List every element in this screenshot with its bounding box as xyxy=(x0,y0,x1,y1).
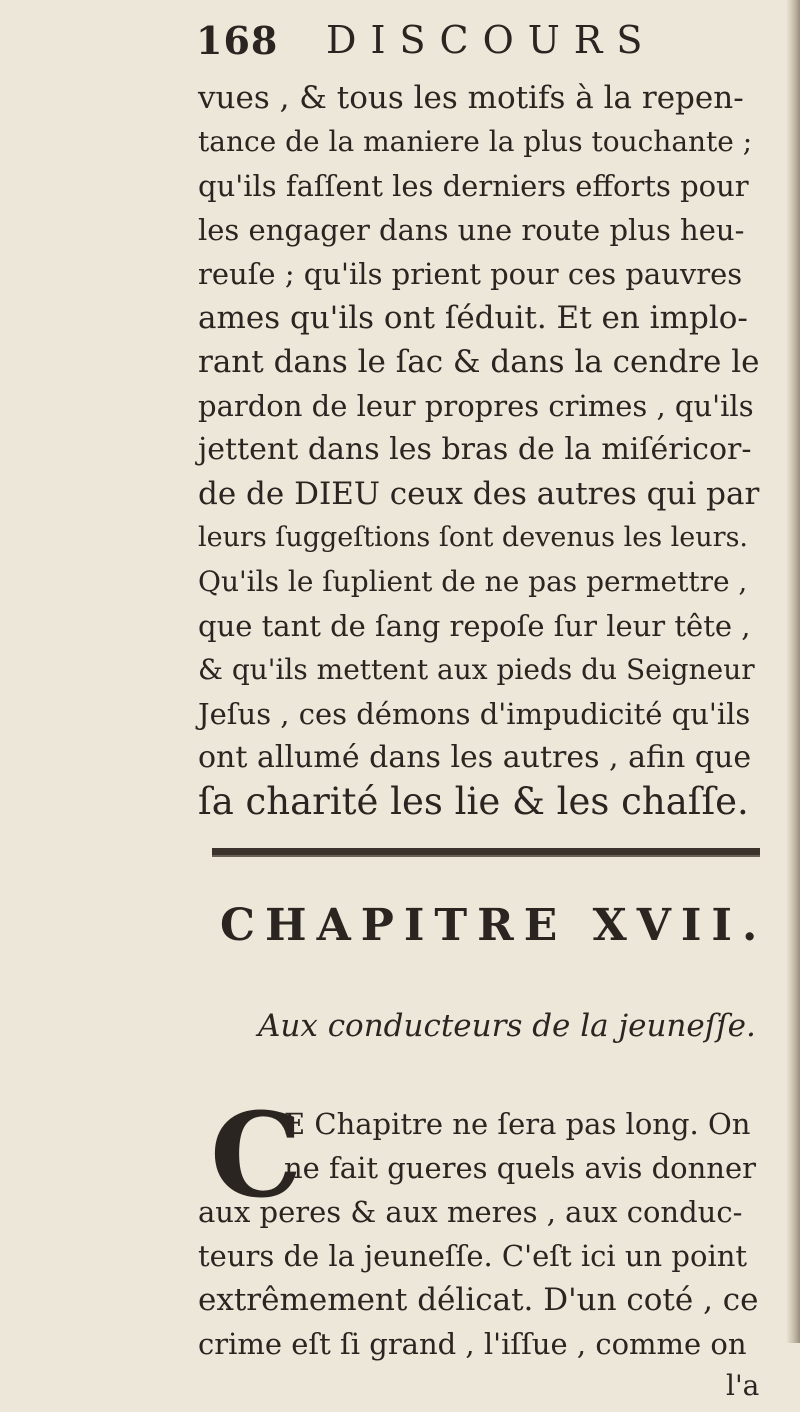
body-line: rant dans le ſac & dans la cendre le xyxy=(198,344,760,380)
body-line: pardon de leur propres crimes , qu'ils xyxy=(198,389,754,423)
page-edge xyxy=(786,0,800,1343)
paragraph-line: ne fait gueres quels avis donner xyxy=(284,1151,756,1185)
body-line: jettent dans les bras de la miſéricor- xyxy=(198,432,752,467)
paragraph-line: teurs de la jeuneſſe. C'eſt ici un point xyxy=(198,1239,748,1273)
drop-cap: C xyxy=(210,1088,303,1224)
body-line: les engager dans une route plus heu- xyxy=(198,213,745,247)
body-line: ont allumé dans les autres , afin que xyxy=(198,740,752,775)
paragraph-line: extrêmement délicat. D'un coté , ce xyxy=(198,1282,759,1318)
page-header xyxy=(196,18,756,68)
body-line: Qu'ils le ſuplient de ne pas permettre , xyxy=(198,565,748,598)
page-number: 168 xyxy=(196,18,279,63)
paragraph-line: aux peres & aux meres , aux conduc- xyxy=(198,1195,743,1229)
chapter-title: CHAPITRE XVII. xyxy=(220,900,768,951)
catchword: l'a xyxy=(726,1369,760,1402)
running-title: DISCOURS xyxy=(326,18,657,62)
body-line: ames qu'ils ont ſéduit. Et en implo- xyxy=(198,300,748,336)
body-line: que tant de ſang repoſe ſur leur tête , xyxy=(198,609,751,643)
chapter-subtitle: Aux conducteurs de la jeuneſſe. xyxy=(258,1008,756,1044)
body-line: ſa charité les lie & les chaſſe. xyxy=(198,780,749,823)
body-line: de de DIEU ceux des autres qui par xyxy=(198,476,760,512)
body-line: vues , & tous les motifs à la repen- xyxy=(198,80,744,116)
paragraph-line: E Chapitre ne ſera pas long. On xyxy=(284,1107,751,1141)
body-line: tance de la maniere la plus touchante ; xyxy=(198,125,753,158)
body-line: reuſe ; qu'ils prient pour ces pauvres xyxy=(198,257,743,291)
body-line: Jeſus , ces démons d'impudicité qu'ils xyxy=(198,697,751,731)
ornamental-rule xyxy=(212,848,760,857)
body-line: qu'ils faſſent les derniers efforts pour xyxy=(198,169,749,203)
paragraph-line: crime eſt ſi grand , l'iſſue , comme on xyxy=(198,1327,747,1361)
body-line: & qu'ils mettent aux pieds du Seigneur xyxy=(198,653,755,686)
body-line: leurs ſuggeſtions ſont devenus les leurs. xyxy=(198,522,749,553)
